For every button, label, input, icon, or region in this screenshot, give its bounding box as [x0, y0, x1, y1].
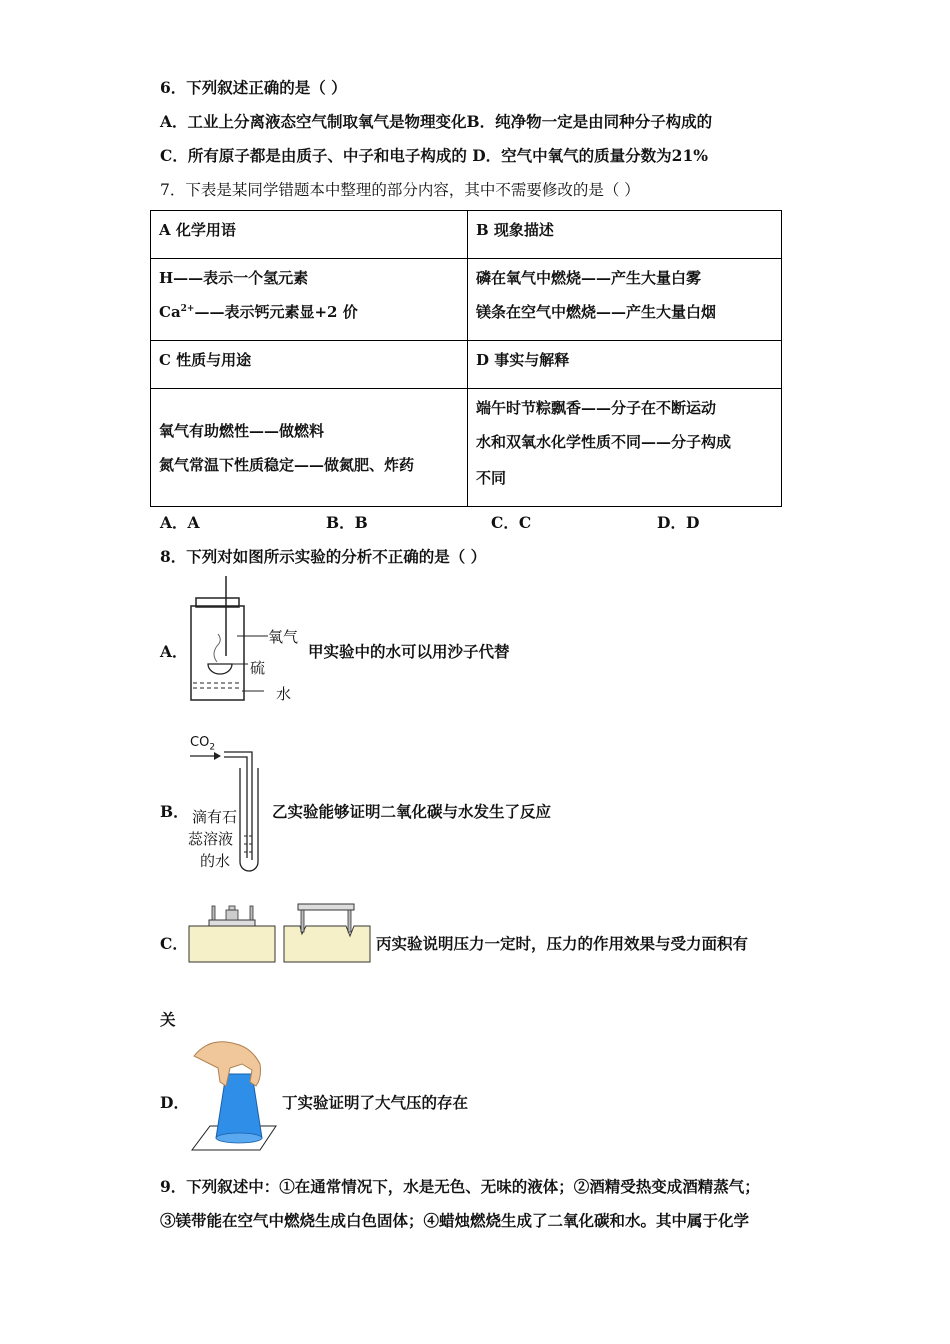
q7-option-d: D．D [657, 513, 700, 532]
label-oxygen: 氧气 [268, 628, 299, 646]
q8-a-text: 甲实验中的水可以用沙子代替 [308, 642, 510, 661]
cell-b-body: 磷在氧气中燃烧——产生大量白雾 镁条在空气中燃烧——产生大量白烟 [468, 259, 782, 341]
q8-d-text: 丁实验证明了大气压的存在 [282, 1093, 469, 1112]
q8-stem: 8．下列对如图所示实验的分析不正确的是（ ） [160, 547, 487, 566]
q7-table [150, 210, 782, 507]
inverted-cup-figure [190, 1034, 282, 1152]
q8-c-text: 丙实验说明压力一定时，压力的作用效果与受力面积有 [376, 934, 749, 953]
label-water: 水 [276, 685, 292, 703]
label-co2: $CO_2$ [190, 735, 216, 753]
q8-b-text: 乙实验能够证明二氧化碳与水发生了反应 [272, 802, 552, 821]
pressure-sponge-figure [186, 902, 376, 964]
q9-line2: ③镁带能在空气中燃烧生成白色固体；④蜡烛燃烧生成了二氧化碳和水。其中属于化学 [160, 1211, 750, 1230]
label-litmus-water: 滴有石 蕊溶液 的水 [188, 808, 238, 870]
cell-a-header: A 化学用语 [151, 211, 468, 259]
cell-b-header: B 现象描述 [468, 211, 782, 259]
q6-options-line1: A．工业上分离液态空气制取氧气是物理变化B．纯净物一定是由同种分子构成的 [160, 112, 713, 131]
cell-d-header: D 事实与解释 [468, 341, 782, 389]
q7-option-c: C．C [491, 513, 532, 532]
q8-c-label: C． [160, 934, 188, 953]
q6-options-line2: C．所有原子都是由质子、中子和电子构成的 D．空气中氧气的质量分数为21% [160, 146, 708, 165]
cell-c-body: 氧气有助燃性——做燃料 氮气常温下性质稳定——做氮肥、炸药 [151, 389, 468, 507]
q7-option-b: B．B [326, 513, 368, 532]
q8-a-label: A． [160, 642, 188, 661]
q7-option-a: A．A [160, 513, 200, 532]
q8-d-label: D． [160, 1093, 189, 1112]
q7-stem: 7．下表是某同学错题本中整理的部分内容，其中不需要修改的是（ ） [160, 181, 640, 199]
cell-d-body: 端午时节粽飘香——分子在不断运动 水和双氧水化学性质不同——分子构成 不同 [468, 389, 782, 507]
label-sulfur: 硫 [250, 659, 266, 677]
cell-a-body: H——表示一个氢元素 $Ca^{2+}——$表示钙元素显+2 价 [151, 259, 468, 341]
q6-stem: 6．下列叙述正确的是（ ） [160, 78, 347, 97]
cell-c-header: C 性质与用途 [151, 341, 468, 389]
q8-b-label: B． [160, 802, 189, 821]
q8-c-text-cont: 关 [160, 1010, 176, 1029]
q9-line1: 9．下列叙述中：①在通常情况下，水是无色、无味的液体；②酒精受热变成酒精蒸气； [160, 1177, 760, 1196]
